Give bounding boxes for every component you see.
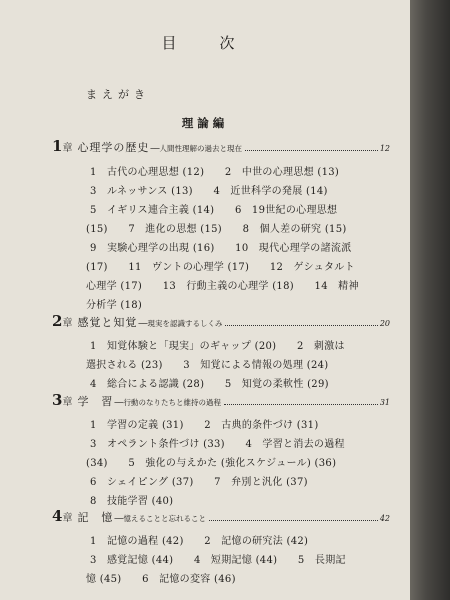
section-line: 6 シェイピング (37) 7 弁別と汎化 (37) <box>90 477 308 488</box>
section-line: 3 感覚記憶 (44) 4 短期記憶 (44) 5 長期記 <box>90 555 346 566</box>
section-line: (34) 5 強化の与えかた (強化スケジュール) (36) <box>86 458 337 469</box>
preface-entry: まえがき <box>86 88 150 101</box>
chapter-suffix: 章 <box>62 318 73 329</box>
chapter-heading <box>52 391 390 409</box>
section-line: 心理学 (17) 13 行動主義の心理学 (18) 14 精神 <box>86 281 359 292</box>
toc-title: 目 次 <box>161 34 249 52</box>
chapter-page: 42 <box>379 514 390 523</box>
chapter-suffix: 章 <box>62 513 73 524</box>
chapter-subtitle: ──人間性理解の過去と現在 <box>150 144 242 153</box>
chapter-subtitle: ──現実を認識するしくみ <box>138 319 223 328</box>
part-title: 理論編 <box>181 116 229 130</box>
chapter-title: 感覚と知覚 <box>77 316 138 329</box>
section-line: 8 技能学習 (40) <box>90 496 174 507</box>
section-line: 5 イギリス連合主義 (14) 6 19世紀の心理思想 <box>90 205 338 216</box>
chapter-number: 2 <box>52 312 63 330</box>
chapter-page: 20 <box>379 319 390 328</box>
section-line: 憶 (45) 6 記憶の変容 (46) <box>86 574 236 585</box>
section-line: 1 知覚体験と「現実」のギャップ (20) 2 刺激は <box>90 341 345 352</box>
section-line: 4 総合による認識 (28) 5 知覚の柔軟性 (29) <box>90 379 329 390</box>
chapter-subtitle: ──憶えることと忘れること <box>114 514 206 523</box>
section-line: 分析学 (18) <box>86 300 143 311</box>
chapter-heading <box>52 137 390 155</box>
book-edge-background <box>410 0 450 600</box>
chapter-suffix: 章 <box>62 397 73 408</box>
chapter-suffix: 章 <box>62 143 73 154</box>
chapter-title: 学 習 <box>77 395 114 408</box>
chapter-page: 31 <box>379 398 390 407</box>
section-line: 1 学習の定義 (31) 2 古典的条件づけ (31) <box>90 420 319 431</box>
chapter-title: 心理学の歴史 <box>77 141 150 154</box>
section-line: 3 オペラント条件づけ (33) 4 学習と消去の過程 <box>90 439 345 450</box>
leader-dots <box>245 150 378 151</box>
chapter-heading <box>52 312 390 330</box>
chapter-number: 4 <box>52 507 63 525</box>
leader-dots <box>225 325 377 326</box>
chapter-number: 1 <box>52 137 63 155</box>
chapter-page: 12 <box>379 144 390 153</box>
leader-dots <box>224 404 378 405</box>
section-line: 3 ルネッサンス (13) 4 近世科学の発展 (14) <box>90 186 328 197</box>
section-line: 1 記憶の過程 (42) 2 記憶の研究法 (42) <box>90 536 309 547</box>
section-line: (15) 7 進化の思想 (15) 8 個人差の研究 (15) <box>86 224 347 235</box>
chapter-heading <box>52 507 390 525</box>
section-line: 選択される (23) 3 知覚による情報の処理 (24) <box>86 360 329 371</box>
chapter-title: 記 憶 <box>77 511 114 524</box>
section-line: (17) 11 ヴントの心理学 (17) 12 ゲシュタルト <box>86 262 355 273</box>
section-line: 9 実験心理学の出現 (16) 10 現代心理学の諸流派 <box>90 243 352 254</box>
chapter-number: 3 <box>52 391 63 409</box>
section-line: 1 古代の心理思想 (12) 2 中世の心理思想 (13) <box>90 167 340 178</box>
chapter-subtitle: ──行動のなりたちと維持の過程 <box>114 398 221 407</box>
leader-dots <box>209 520 378 521</box>
